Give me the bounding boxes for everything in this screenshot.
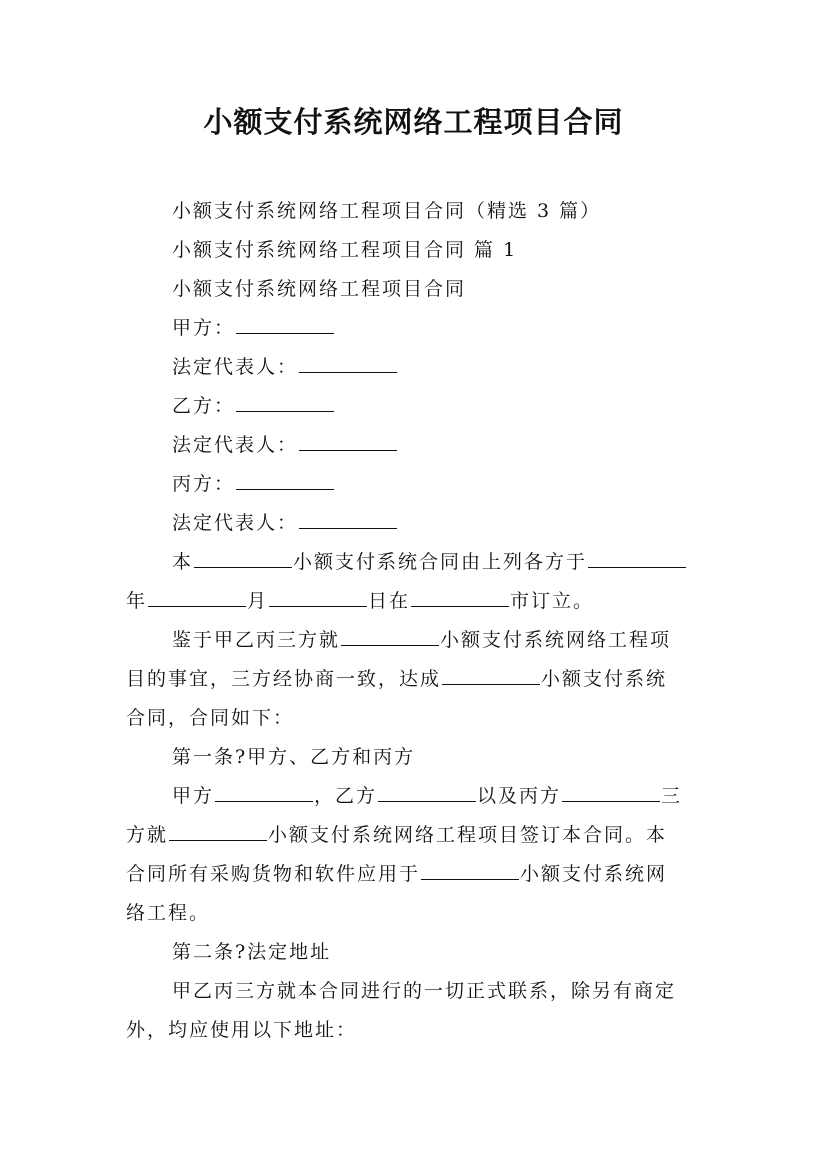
- text-run: 市订立。: [510, 590, 595, 612]
- article-heading: 第一条?甲方、乙方和丙方: [172, 746, 416, 768]
- party-label: 甲方：: [172, 317, 236, 339]
- intro-line: 小额支付系统网络工程项目合同（精选 3 篇）: [172, 200, 602, 222]
- paragraph-line: [126, 664, 667, 694]
- paragraph-line: [126, 859, 667, 889]
- blank-field[interactable]: [299, 354, 397, 373]
- party-line: [172, 352, 398, 382]
- text-run: 本: [172, 551, 194, 573]
- blank-field[interactable]: [421, 861, 519, 880]
- paragraph-line: [126, 586, 594, 616]
- text-run: 小额支付系统: [541, 668, 668, 690]
- text-run: 小额支付系统合同由上列各方于: [293, 551, 588, 573]
- paragraph-line: [172, 625, 671, 655]
- text-run: 小额支付系统网络工程项: [440, 629, 672, 651]
- blank-field[interactable]: [588, 549, 686, 568]
- blank-field[interactable]: [411, 588, 509, 607]
- blank-field[interactable]: [269, 588, 367, 607]
- paragraph-line: [126, 820, 667, 850]
- blank-field[interactable]: [378, 783, 476, 802]
- paragraph-line: 合同，合同如下：: [126, 707, 295, 729]
- text-run: 目的事宜，三方经协商一致，达成: [126, 668, 442, 690]
- text-run: 年: [126, 590, 148, 612]
- text-run: 小额支付系统网络工程项目签订本合同。本: [268, 824, 668, 846]
- intro-line: 小额支付系统网络工程项目合同 篇 1: [172, 239, 518, 261]
- paragraph-line: [172, 781, 682, 811]
- paragraph-line: [172, 547, 687, 577]
- party-label: 法定代表人：: [172, 356, 299, 378]
- article-heading: 第二条?法定地址: [172, 941, 332, 963]
- blank-field[interactable]: [442, 666, 540, 685]
- paragraph-line: 甲乙丙三方就本合同进行的一切正式联系，除另有商定: [172, 980, 677, 1002]
- blank-field[interactable]: [236, 393, 334, 412]
- text-run: 鉴于甲乙丙三方就: [172, 629, 341, 651]
- document-title: 小额支付系统网络工程项目合同: [203, 105, 624, 139]
- party-label: 丙方：: [172, 473, 236, 495]
- blank-field[interactable]: [341, 627, 439, 646]
- text-run: 月: [247, 590, 269, 612]
- party-line: [172, 508, 398, 538]
- text-run: 甲方: [172, 785, 215, 807]
- blank-field[interactable]: [236, 315, 334, 334]
- text-run: 以及丙方: [477, 785, 562, 807]
- intro-line: 小额支付系统网络工程项目合同: [172, 278, 467, 300]
- blank-field[interactable]: [215, 783, 313, 802]
- text-run: ，乙方: [314, 785, 378, 807]
- blank-field[interactable]: [299, 432, 397, 451]
- party-line: [172, 469, 335, 499]
- text-run: 小额支付系统网: [520, 863, 668, 885]
- text-run: 日在: [368, 590, 411, 612]
- blank-field[interactable]: [562, 783, 660, 802]
- party-label: 法定代表人：: [172, 512, 299, 534]
- paragraph-line: 外，均应使用以下地址：: [126, 1019, 358, 1041]
- blank-field[interactable]: [236, 471, 334, 490]
- blank-field[interactable]: [194, 549, 292, 568]
- party-label: 乙方：: [172, 395, 236, 417]
- blank-field[interactable]: [299, 510, 397, 529]
- text-run: 合同所有采购货物和软件应用于: [126, 863, 421, 885]
- blank-field[interactable]: [148, 588, 246, 607]
- party-line: [172, 313, 335, 343]
- party-line: [172, 430, 398, 460]
- party-label: 法定代表人：: [172, 434, 299, 456]
- paragraph-line: 络工程。: [126, 902, 211, 924]
- text-run: 方就: [126, 824, 169, 846]
- text-run: 三: [661, 785, 683, 807]
- blank-field[interactable]: [169, 822, 267, 841]
- party-line: [172, 391, 335, 421]
